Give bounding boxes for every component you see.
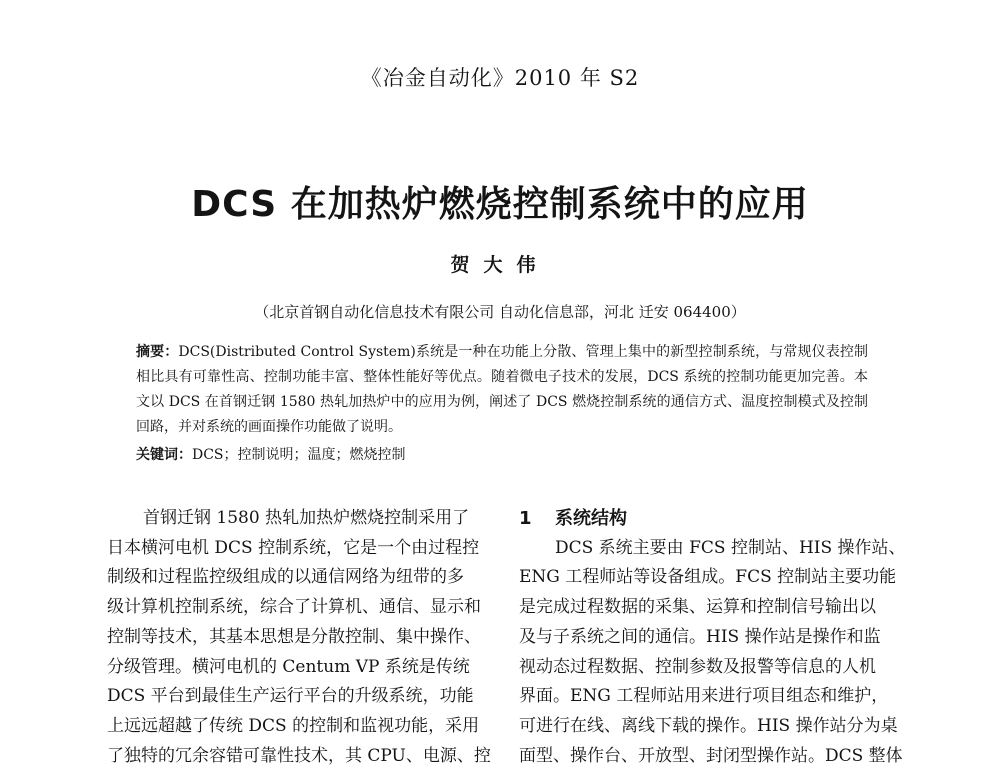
body-line: 可进行在线、离线下载的操作。HIS 操作站分为桌 (519, 715, 898, 736)
keywords (136, 443, 868, 468)
body-line: 制级和过程监控级组成的以通信网络为纽带的多 (107, 567, 464, 588)
right-column (519, 504, 909, 771)
body-line: DCS 平台到最佳生产运行平台的升级系统，功能 (107, 686, 474, 707)
page-title: DCS 在加热炉燃烧控制系统中的应用 (191, 184, 809, 225)
section-heading (519, 504, 909, 534)
body-line: 首钢迁钢 1580 热轧加热炉燃烧控制采用了 (143, 508, 470, 528)
body-line: 是完成过程数据的采集、运算和控制信号输出以 (519, 597, 876, 618)
author: 贺大伟 (450, 254, 550, 276)
abstract (136, 340, 868, 440)
left-column (107, 504, 492, 771)
abstract-line: DCS(Distributed Control System)系统是一种在功能上分散、管理上集中的新型控制系统，与常规仪表控制 (178, 344, 869, 360)
keywords-text: DCS；控制说明；温度；燃烧控制 (192, 447, 406, 463)
affiliation: （北京首钢自动化信息技术有限公司 自动化信息部，河北 迁安 064400） (254, 303, 746, 321)
abstract-line: 善。本文以 DCS 在首钢迁钢 1580 热轧加热炉中的应用为例，阐述了 DCS 燃烧控制系统的通信方式、温度控制 (136, 369, 869, 410)
body-line: 上远远超越了传统 DCS 的控制和监视功能，采用 (107, 715, 480, 736)
section-title: 系统结构 (555, 508, 627, 529)
body-line: 及与子系统之间的通信。HIS 操作站是操作和监 (519, 626, 881, 647)
keywords-label: 关键词： (136, 447, 192, 463)
body-line: 分级管理。横河电机的 Centum VP 系统是传统 (107, 656, 470, 677)
body-line: 界面。ENG 工程师站用来进行项目组态和维护， (519, 686, 889, 707)
abstract-line: 模式及控制回路，并对系统的画面操作功能做了说明。 (136, 394, 868, 435)
abstract-label: 摘要： (136, 344, 179, 360)
body-line: ENG 工程师站等设备组成。FCS 控制站主要功能 (519, 567, 897, 588)
body-line: DCS 系统主要由 FCS 控制站、HIS 操作站、 (555, 537, 906, 558)
body-line: 了独特的冗余容错可靠性技术，其 CPU、电源、控 (107, 745, 491, 766)
body-line: 级计算机控制系统，综合了计算机、通信、显示和 (107, 597, 481, 618)
body-line: 日本横河电机 DCS 控制系统，它是一个由过程控 (107, 537, 480, 558)
body-line: 面型、操作台、开放型、封闭型操作站。DCS 整体 (519, 745, 903, 766)
body-line: 视动态过程数据、控制参数及报警等信息的人机 (519, 656, 876, 677)
body-line: 控制等技术，其基本思想是分散控制、集中操作、 (107, 626, 481, 647)
section-number: 1 (519, 508, 532, 529)
journal-header: 《冶金自动化》2010 年 S2 (360, 66, 640, 90)
abstract-line: 相比具有可靠性高、控制功能丰富、整体性能好等优点。随着微电子技术的发展，DCS 系统的控制功能更加完 (136, 369, 826, 385)
